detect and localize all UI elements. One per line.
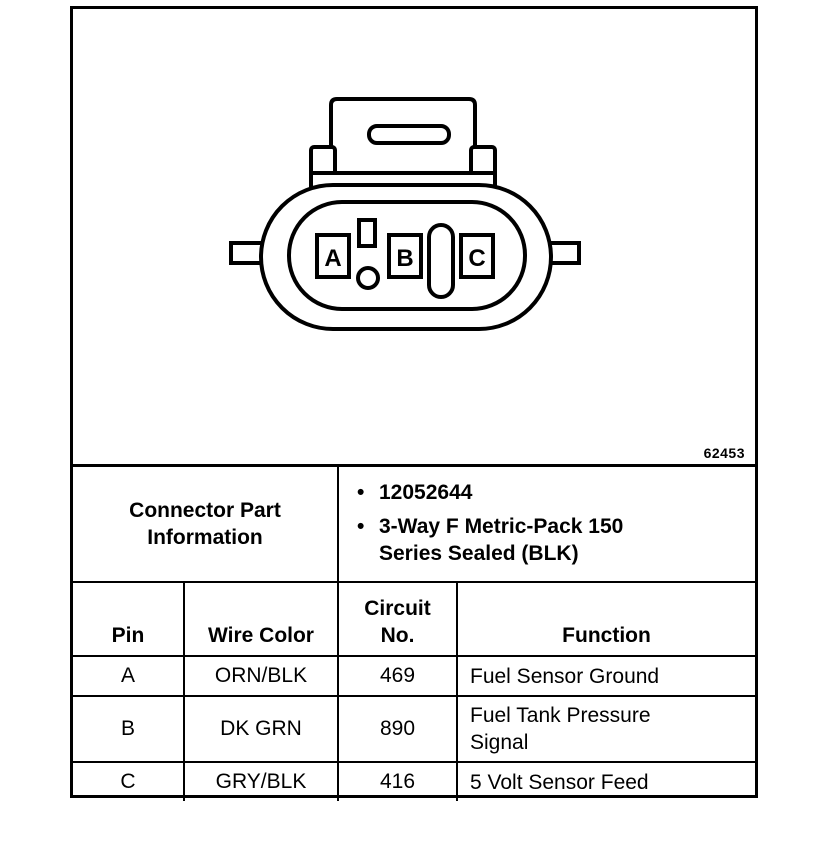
function-cell: 5 Volt Sensor Feed xyxy=(457,762,755,801)
wire-color-cell: ORN/BLK xyxy=(184,656,338,696)
header-wire-color: Wire Color xyxy=(184,582,338,656)
connector-face-illustration xyxy=(73,9,755,465)
lock-slot xyxy=(369,126,449,143)
table-row xyxy=(73,656,755,696)
cavity-label-c: C xyxy=(468,245,486,272)
part-description: • 3-Way F Metric-Pack 150 Series Sealed (BLK) xyxy=(379,513,689,567)
divider-slot xyxy=(429,225,453,297)
header-function: Function xyxy=(457,582,755,656)
cavity-label-b: B xyxy=(396,245,414,272)
connector-info-label: Connector Part Information xyxy=(73,467,338,582)
connector-table xyxy=(73,467,755,801)
cavity-label-a: A xyxy=(324,245,342,272)
figure-number: 62453 xyxy=(703,445,745,461)
key-rib xyxy=(359,220,375,246)
pin-cell: C xyxy=(73,762,184,801)
function-cell: Fuel Sensor Ground xyxy=(457,656,755,696)
pin-cell: A xyxy=(73,656,184,696)
header-circuit-no: Circuit No. xyxy=(338,582,457,656)
table-row xyxy=(73,762,755,801)
key-hole xyxy=(358,268,378,288)
header-pin: Pin xyxy=(73,582,184,656)
pinout-header-row xyxy=(73,582,755,656)
wire-color-cell: GRY/BLK xyxy=(184,762,338,801)
circuit-cell: 416 xyxy=(338,762,457,801)
part-number: • 12052644 xyxy=(379,479,755,506)
connector-info-row xyxy=(73,467,755,582)
circuit-cell: 469 xyxy=(338,656,457,696)
connector-frame xyxy=(70,6,758,798)
wire-color-cell: DK GRN xyxy=(184,696,338,762)
connector-info-list xyxy=(338,467,755,582)
pin-cell: B xyxy=(73,696,184,762)
circuit-cell: 890 xyxy=(338,696,457,762)
table-row xyxy=(73,696,755,762)
ear-left xyxy=(231,243,263,263)
function-cell: Fuel Tank Pressure Signal xyxy=(457,696,755,762)
connector-drawing xyxy=(73,9,755,467)
